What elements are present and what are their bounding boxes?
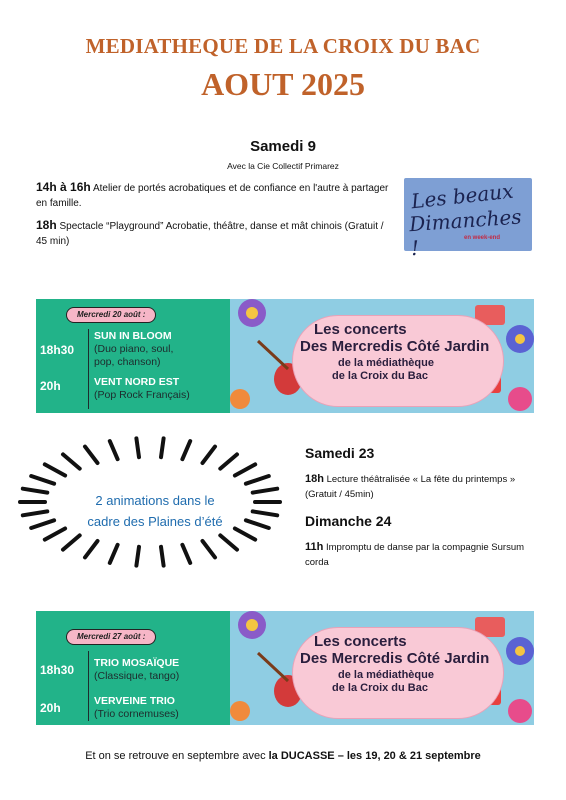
event-time: 18h (36, 218, 57, 232)
month-title: AOUT 2025 (201, 66, 365, 102)
footer-text: Et on se retrouve en septembre avec (85, 750, 269, 762)
page-title: MEDIATHEQUE DE LA CROIX DU BAC (85, 34, 481, 58)
row2-desc: (Pop Rock Français) (94, 389, 190, 401)
burst-ray (136, 547, 139, 566)
beaux-dimanches-logo (404, 178, 532, 261)
row2-artist: VERVEINE TRIO (94, 695, 175, 707)
row2-time: 20h (40, 701, 61, 715)
event-text: Spectacle “Playground” Acrobatie, théâtre, danse et mât chinois (Gratuit / 45 min) (36, 221, 384, 247)
samedi9-event1 (36, 180, 396, 211)
burst-ray (85, 447, 98, 463)
event-time: 18h (305, 473, 324, 485)
burst-ray (110, 441, 118, 459)
burst-ray (235, 464, 255, 475)
logo-line2: Dimanches ! (408, 204, 523, 261)
concert-banner-27 (36, 611, 534, 725)
burst-ray (253, 511, 278, 515)
plaines-line1: 2 animations dans le (95, 493, 215, 508)
burst-ray (110, 545, 118, 563)
logo-line1: Les beaux (410, 178, 515, 214)
banner-sub2: de la Croix du Bac (332, 682, 428, 694)
samedi23-heading: Samedi 23 (305, 445, 375, 461)
banner-date-pill: Mercredi 20 août : (66, 307, 156, 323)
concert-banner-20 (36, 299, 534, 413)
burst-ray (161, 438, 164, 457)
event-text: Impromptu de danse par la compagnie Sursum corda (305, 542, 525, 568)
dimanche24-heading: Dimanche 24 (305, 513, 392, 529)
row1-desc2: pop, chanson) (94, 356, 161, 368)
banner-title2: Des Mercredis Côté Jardin (300, 650, 490, 667)
burst-ray (253, 489, 278, 493)
event-time: 11h (305, 541, 324, 553)
banner-sub1: de la médiathèque (338, 669, 434, 681)
burst-ray (45, 464, 65, 475)
banner-sub1: de la médiathèque (338, 357, 434, 369)
row1-time: 18h30 (40, 343, 75, 357)
burst-ray (182, 545, 190, 563)
burst-ray (161, 547, 164, 566)
row1-time: 18h30 (40, 663, 75, 677)
row1-artist: SUN IN BLOOM (94, 330, 172, 342)
burst-ray (246, 476, 269, 484)
plaines-line2: cadre des Plaines d’été (87, 514, 223, 529)
banner-title1: Les concerts (314, 321, 407, 338)
banner-artwork (230, 611, 534, 725)
banner-sub2: de la Croix du Bac (332, 370, 428, 382)
row2-time: 20h (40, 379, 61, 393)
banner-date-pill: Mercredi 27 août : (66, 629, 156, 645)
burst-ray (31, 476, 54, 484)
banner-title2: Des Mercredis Côté Jardin (300, 338, 490, 355)
burst-ray (136, 438, 139, 457)
banner-schedule-panel (36, 611, 230, 725)
row1-desc: (Classique, tango) (94, 670, 180, 682)
burst-ray (203, 541, 216, 557)
footer-bold: la DUCASSE – les 19, 20 & 21 septembre (268, 750, 481, 762)
event-text: Atelier de portés acrobatiques et de confiance en l'autre à partager en famille. (36, 183, 389, 209)
burst-ray (85, 541, 98, 557)
footer-note (0, 750, 566, 762)
event-text: Lecture théâtralisée « La fête du printemps » (Gratuit / 45min) (305, 474, 516, 500)
burst-ray (220, 454, 237, 468)
divider (88, 651, 89, 721)
burst-ray (23, 511, 48, 515)
samedi9-heading: Samedi 9 (250, 138, 316, 155)
burst-ray (23, 489, 48, 493)
burst-ray (63, 535, 80, 549)
burst-ray (63, 454, 80, 468)
plaines-callout (60, 490, 250, 532)
banner-schedule-panel (36, 299, 230, 413)
divider (88, 329, 89, 409)
row2-artist: VENT NORD EST (94, 376, 180, 388)
burst-ray (182, 441, 190, 459)
row2-desc: (Trio cornemuses) (94, 708, 179, 720)
samedi9-event2 (36, 218, 396, 249)
dimanche24-event (305, 540, 535, 570)
banner-title1: Les concerts (314, 633, 407, 650)
burst-ray (220, 535, 237, 549)
burst-ray (31, 520, 54, 528)
samedi23-event (305, 472, 535, 502)
samedi9-subheading: Avec la Cie Collectif Primarez (227, 161, 339, 171)
logo-line3: en week-end (464, 235, 501, 241)
row1-artist: TRIO MOSAÏQUE (94, 657, 180, 669)
row1-desc1: (Duo piano, soul, (94, 343, 174, 355)
banner-artwork (230, 299, 534, 413)
event-time: 14h à 16h (36, 180, 91, 194)
burst-ray (203, 447, 216, 463)
